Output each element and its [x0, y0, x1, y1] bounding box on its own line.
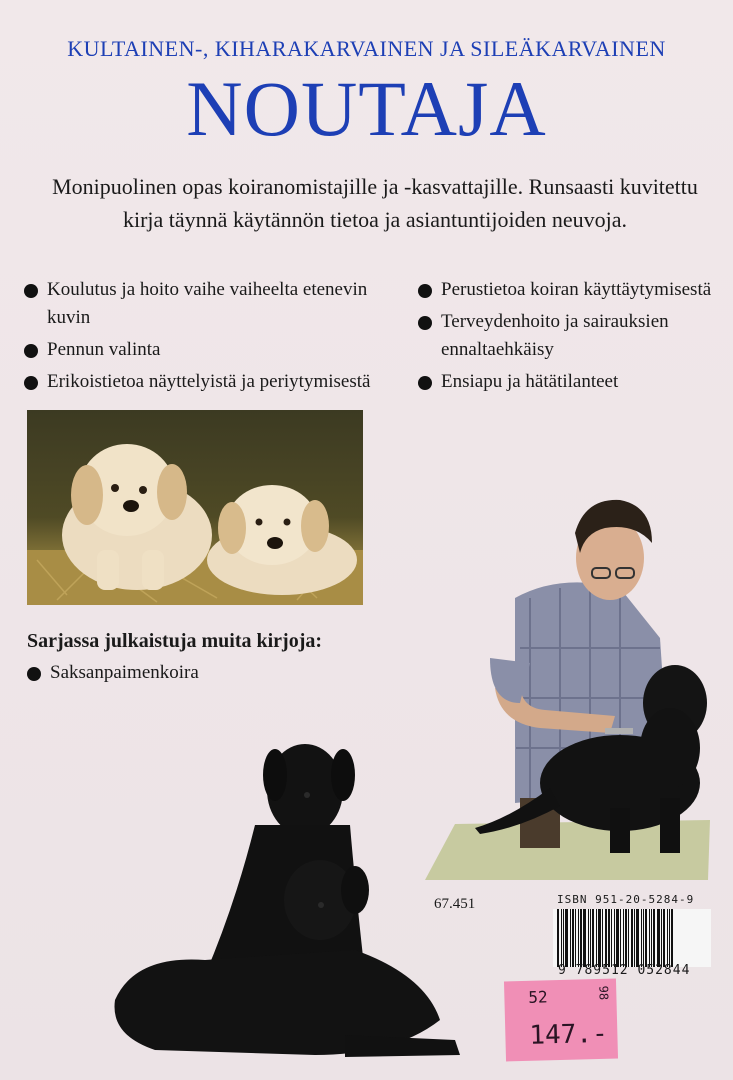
- feature-item: Perustietoa koiran käyttäytymisestä: [418, 276, 718, 304]
- barcode-bar: [657, 909, 660, 967]
- barcode-bar: [661, 909, 662, 967]
- series-item: Saksanpaimenkoira: [27, 659, 199, 687]
- cover-subtitle: KULTAINEN-, KIHARAKARVAINEN JA SILEÄKARVAINEN: [67, 36, 666, 61]
- barcode-bar: [608, 909, 610, 967]
- barcode-bar: [583, 909, 586, 967]
- barcode-bar: [669, 909, 670, 967]
- barcode-bar: [625, 909, 627, 967]
- barcode-bar: [592, 909, 594, 967]
- barcode-bar: [614, 909, 615, 967]
- barcode-bar: [641, 909, 642, 967]
- black-dogs-illustration: [95, 735, 475, 1075]
- barcode-bar: [590, 909, 591, 967]
- barcode: [553, 909, 711, 967]
- barcode-bar: [616, 909, 619, 967]
- feature-list-right: [418, 276, 718, 400]
- feature-item: Terveydenhoito ja sairauksien ennaltaehkäisy: [418, 308, 718, 364]
- catalog-number: 67.451: [434, 896, 476, 912]
- barcode-bar: [653, 909, 655, 967]
- barcode-bar: [611, 909, 612, 967]
- feature-item: Ensiapu ja hätätilanteet: [418, 368, 718, 396]
- barcode-bar: [588, 909, 589, 967]
- series-list: [27, 659, 199, 691]
- barcode-bar: [598, 909, 601, 967]
- barcode-bar: [649, 909, 650, 967]
- barcode-bar: [634, 909, 635, 967]
- intro-line: kirja täynnä käytännön tietoa ja asiantuntijoiden neuvoja.: [122, 207, 627, 232]
- barcode-bar: [578, 909, 579, 967]
- barcode-bar: [580, 909, 582, 967]
- barcode-bar: [623, 909, 624, 967]
- golden-puppies-illustration: [27, 410, 363, 605]
- barcode-bar: [620, 909, 621, 967]
- price-sticker: [504, 979, 618, 1062]
- barcode-bar: [631, 909, 633, 967]
- golden-puppies-photo: [27, 410, 363, 605]
- barcode-bar: [561, 909, 562, 967]
- barcode-bar: [671, 909, 673, 967]
- feature-list-left: [24, 276, 414, 400]
- barcode-bar: [667, 909, 668, 967]
- barcode-bar: [643, 909, 644, 967]
- barcode-bar: [572, 909, 574, 967]
- barcode-bar: [570, 909, 571, 967]
- curly-retrievers-photo: [95, 735, 475, 1075]
- barcode-bar: [563, 909, 564, 967]
- price-value: 147.-: [529, 1018, 609, 1051]
- barcode-bar: [557, 909, 559, 967]
- barcode-digits: 9 789512 052844: [558, 963, 691, 978]
- barcode-bar: [565, 909, 568, 967]
- isbn-text: ISBN 951-20-5284-9: [557, 893, 695, 906]
- intro-text: [30, 170, 720, 236]
- price-sticker-side-code: 98: [595, 985, 611, 1001]
- feature-item: Erikoistietoa näyttelyistä ja periytymisestä: [24, 368, 414, 396]
- barcode-bar: [602, 909, 603, 967]
- barcode-bar: [575, 909, 576, 967]
- barcode-bar: [596, 909, 597, 967]
- barcode-bar: [605, 909, 607, 967]
- intro-line: Monipuolinen opas koiranomistajille ja -kasvattajille. Runsaasti kuvitettu: [52, 174, 698, 199]
- feature-item: Koulutus ja hoito vaihe vaiheelta etenevin kuvin: [24, 276, 414, 332]
- barcode-bar: [636, 909, 639, 967]
- feature-item: Pennun valinta: [24, 336, 414, 364]
- barcode-bar: [628, 909, 629, 967]
- barcode-bar: [645, 909, 647, 967]
- price-sticker-code: 52: [528, 987, 548, 1007]
- cover-title: NOUTAJA: [186, 65, 547, 152]
- series-heading: Sarjassa julkaistuja muita kirjoja:: [27, 630, 323, 652]
- barcode-bar: [651, 909, 652, 967]
- barcode-bar: [663, 909, 665, 967]
